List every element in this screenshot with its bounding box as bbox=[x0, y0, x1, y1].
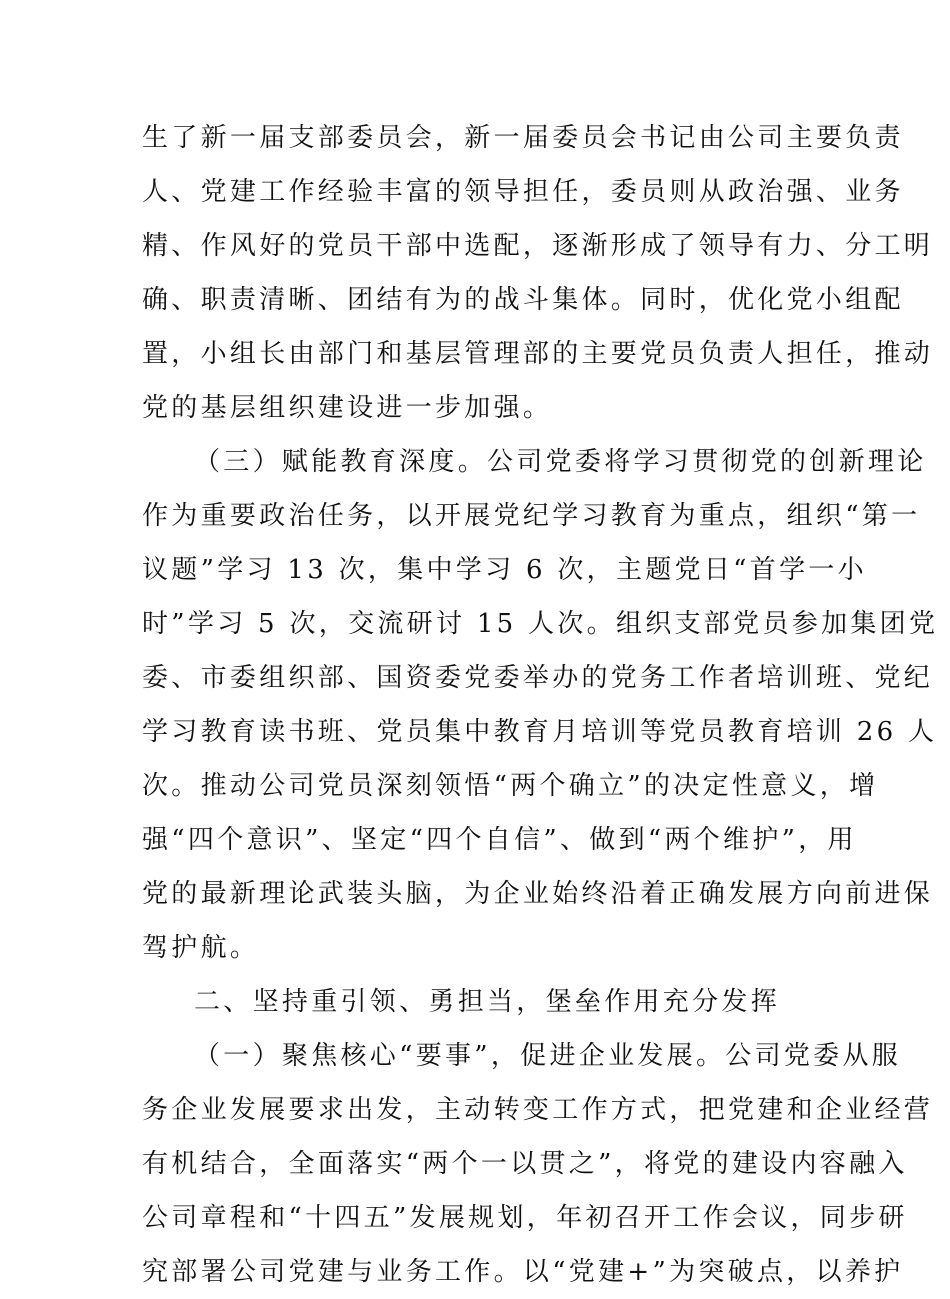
paragraph-p1 bbox=[142, 111, 934, 435]
text-line: 驾护航。 bbox=[142, 933, 260, 963]
text-line: 党的基层组织建设进一步加强。 bbox=[142, 393, 553, 423]
text-line: 置，小组长由部门和基层管理部的主要党员负责人担任，推动 bbox=[142, 339, 934, 369]
text-line: 精、作风好的党员干部中选配，逐渐形成了领导有力、分工明 bbox=[142, 231, 934, 261]
paragraph-p3 bbox=[142, 1029, 934, 1299]
text-line: 务企业发展要求出发，主动转变工作方式，把党建和企业经营 bbox=[142, 1095, 934, 1125]
text-line: 议题”学习 13 次，集中学习 6 次，主题党日“首学一小 bbox=[142, 555, 867, 585]
text-line: 次。推动公司党员深刻领悟“两个确立”的决定性意义，增 bbox=[142, 771, 879, 801]
text-line: 确、职责清晰、团结有为的战斗集体。同时，优化党小组配 bbox=[142, 285, 904, 315]
text-line: 生了新一届支部委员会，新一届委员会书记由公司主要负责 bbox=[142, 123, 904, 153]
text-line: 人、党建工作经验丰富的领导担任，委员则从政治强、业务 bbox=[142, 177, 904, 207]
text-line: 有机结合，全面落实“两个一以贯之”，将党的建设内容融入 bbox=[142, 1149, 908, 1179]
text-line: 作为重要政治任务，以开展党纪学习教育为重点，组织“第一 bbox=[142, 501, 921, 531]
paragraph-p2 bbox=[142, 435, 939, 975]
text-line: （一）聚焦核心“要事”，促进企业发展。公司党委从服 bbox=[194, 1041, 902, 1071]
text-line: 公司章程和“十四五”发展规划，年初召开工作会议，同步研 bbox=[142, 1203, 908, 1233]
text-line: 党的最新理论武装头脑，为企业始终沿着正确发展方向前进保 bbox=[142, 879, 934, 909]
heading-line: 二、坚持重引领、勇担当，堡垒作用充分发挥 bbox=[194, 987, 781, 1017]
section-heading bbox=[142, 975, 812, 1029]
text-line: 时”学习 5 次，交流研讨 15 人次。组织支部党员参加集团党 bbox=[142, 609, 939, 639]
text-line: 究部署公司党建与业务工作。以“党建+”为突破点，以养护 bbox=[142, 1257, 904, 1287]
document-body bbox=[142, 111, 939, 1299]
text-line: 学习教育读书班、党员集中教育月培训等党员教育培训 26 人 bbox=[142, 717, 938, 747]
text-line: 委、市委组织部、国资委党委举办的党务工作者培训班、党纪 bbox=[142, 663, 934, 693]
text-line: 强“四个意识”、坚定“四个自信”、做到“两个维护”，用 bbox=[142, 825, 857, 855]
text-line: （三）赋能教育深度。公司党委将学习贯彻党的创新理论 bbox=[194, 447, 927, 477]
